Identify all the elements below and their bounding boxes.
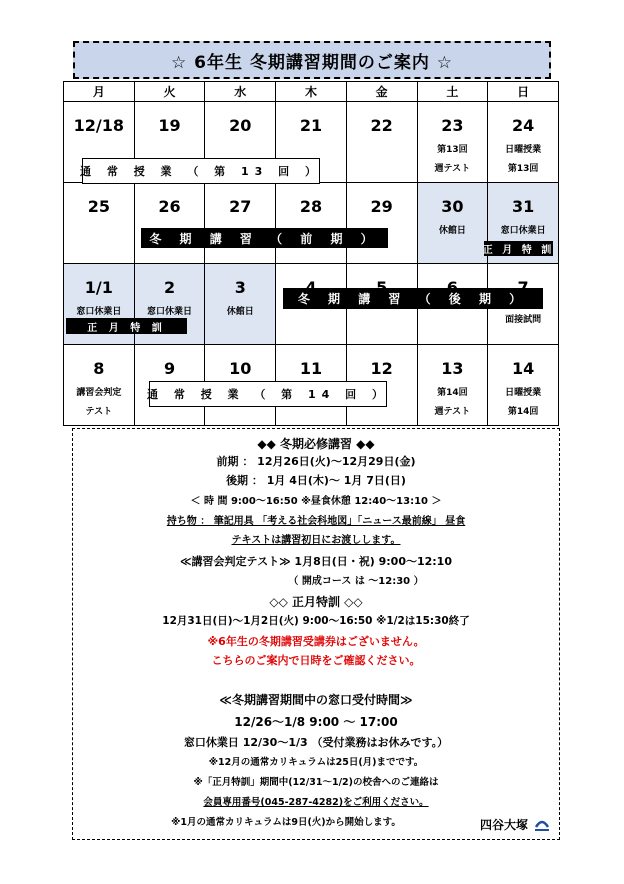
day-number: 30 [441,197,464,216]
day-notes [488,222,558,241]
winter-first-term-bar: 冬 期 講 習 （ 前 期 ） [141,228,388,248]
day-note: 第13回 [507,164,539,174]
assessment-test: ≪講習会判定テスト≫ 1月8日(日・祝) 9:00～12:10 [180,555,452,568]
weekday-header: 水 [205,82,276,102]
day-note: 休館日 [438,226,466,236]
day-number: 23 [441,116,464,135]
day-notes [488,384,558,422]
shogatsu-contact-note: ※「正月特訓」期間中(12/31～1/2)の校舎へのご連絡は [193,777,439,788]
day-note: 面接試問 [505,315,542,325]
day-number: 22 [370,116,393,135]
day-note: 第13回 [437,145,468,155]
day-note: 日曜授業 [505,388,542,398]
day-number: 29 [370,197,393,216]
weekday-header: 金 [346,82,417,102]
day-number: 11 [299,359,323,378]
day-notes [205,303,275,322]
day-number: 19 [158,116,181,135]
day-number: 9 [163,359,176,378]
calendar-day [64,183,135,264]
day-notes [488,311,558,330]
day-note: 講習会判定 [76,388,122,398]
day-note: 休館日 [226,307,254,317]
calendar-day [417,345,488,426]
day-number: 2 [163,278,176,297]
calendar [63,81,559,424]
day-notes [418,222,488,241]
day-notes [418,141,488,179]
day-number: 26 [158,197,181,216]
calendar-day [276,183,347,264]
items-to-bring: 持ち物 ： 筆記用具 「考える社会科地図」「ニュース最前線」 昼食 [166,516,466,527]
day-number: 28 [299,197,323,216]
first-term-dates: 前期 ： 12月26日(火)～12月29日(金) [216,455,416,468]
day-number: 24 [511,116,535,135]
day-notes [64,384,134,422]
day-number: 21 [299,116,323,135]
calendar-day [205,264,276,345]
day-number: 3 [234,278,246,297]
day-note: テスト [85,407,113,417]
day-number: 1/1 [84,278,113,297]
logo-text: 四谷大塚 [480,818,529,832]
calendar-day [205,183,276,264]
weekday-header: 日 [488,82,559,102]
day-number: 12/18 [73,116,125,135]
regular-class-14-bar: 通 常 授 業 （ 第 14 回 ） [149,381,387,407]
day-note: 週テスト [434,407,471,417]
calendar-day [346,102,417,183]
shogatsu-training-1-bar: 正 月 特 訓 [66,318,187,334]
calendar-day [64,345,135,426]
day-number: 25 [87,197,110,216]
textbook-note: テキストは講習初日にお渡しします。 [231,535,401,546]
shogatsu-training-31-bar: 正 月 特 訓 [484,241,553,256]
day-number: 14 [511,359,535,378]
page-title: ☆ 6年生 冬期講習期間のご案内 ☆ [73,41,551,79]
day-number: 27 [229,197,252,216]
day-number: 20 [229,116,252,135]
member-phone-note: 会員専用番号(045-287-4282)をご利用ください。 [203,797,429,808]
kaisei-course-note: （ 開成コース は ～12:30 ） [288,576,424,587]
shogatsu-heading: ◇◇ 正月特訓 ◇◇ [269,595,363,609]
day-number: 13 [441,359,464,378]
day-number: 8 [93,359,105,378]
calendar-day [134,183,205,264]
day-note: 日曜授業 [505,145,542,155]
weekday-header: 火 [134,82,205,102]
no-voucher-notice: ※6年生の冬期講習受講券はございません。 [207,635,425,648]
yotsuya-otsuka-logo [480,813,552,835]
logo-mark-icon [532,813,552,833]
day-note: 窓口休業日 [76,307,122,317]
day-number: 31 [511,197,535,216]
december-curriculum-note: ※12月の通常カリキュラムは25日(月)までです。 [208,757,424,768]
calendar-day [417,102,488,183]
confirm-dates-notice: こちらのご案内で日時をご確認ください。 [211,654,421,667]
office-closed-days: 窓口休業日 12/30～1/3 （受付業務はお休みです。） [183,736,449,749]
weekday-header: 土 [417,82,488,102]
regular-class-13-bar: 通 常 授 業 （ 第 13 回 ） [82,158,320,184]
january-curriculum-note: ※1月の通常カリキュラムは9日(火)から開始します。 [171,817,401,828]
winter-course-heading: ◆◆ 冬期必修講習 ◆◆ [257,437,375,451]
weekday-header: 木 [276,82,347,102]
day-note: 週テスト [434,164,471,174]
weekday-header: 月 [64,82,135,102]
day-notes [418,384,488,422]
shogatsu-dates: 12月31日(日)～1月2日(火) 9:00～16:50 ※1/2は15:30終了 [162,615,470,627]
day-note: 窓口休業日 [147,307,193,317]
calendar-day [417,183,488,264]
class-hours: ＜ 時 間 9:00～16:50 ※昼食休憩 12:40～13:10 ＞ [190,496,442,507]
winter-second-term-bar: 冬 期 講 習 （ 後 期 ） [283,288,543,309]
calendar-day [488,102,559,183]
reception-hours-heading: ≪冬期講習期間中の窓口受付時間≫ [219,693,413,707]
day-number: 10 [229,359,252,378]
day-number: 12 [370,359,393,378]
info-box [72,428,560,840]
reception-hours: 12/26～1/8 9:00 ～ 17:00 [234,715,398,729]
day-notes [488,141,558,179]
calendar-day [346,183,417,264]
day-note: 第14回 [437,388,468,398]
day-note: 第14回 [507,407,539,417]
calendar-day [488,345,559,426]
day-note: 窓口休業日 [500,226,546,236]
second-term-dates: 後期 ： 1月 4日(木)～ 1月 7日(日) [226,474,406,487]
